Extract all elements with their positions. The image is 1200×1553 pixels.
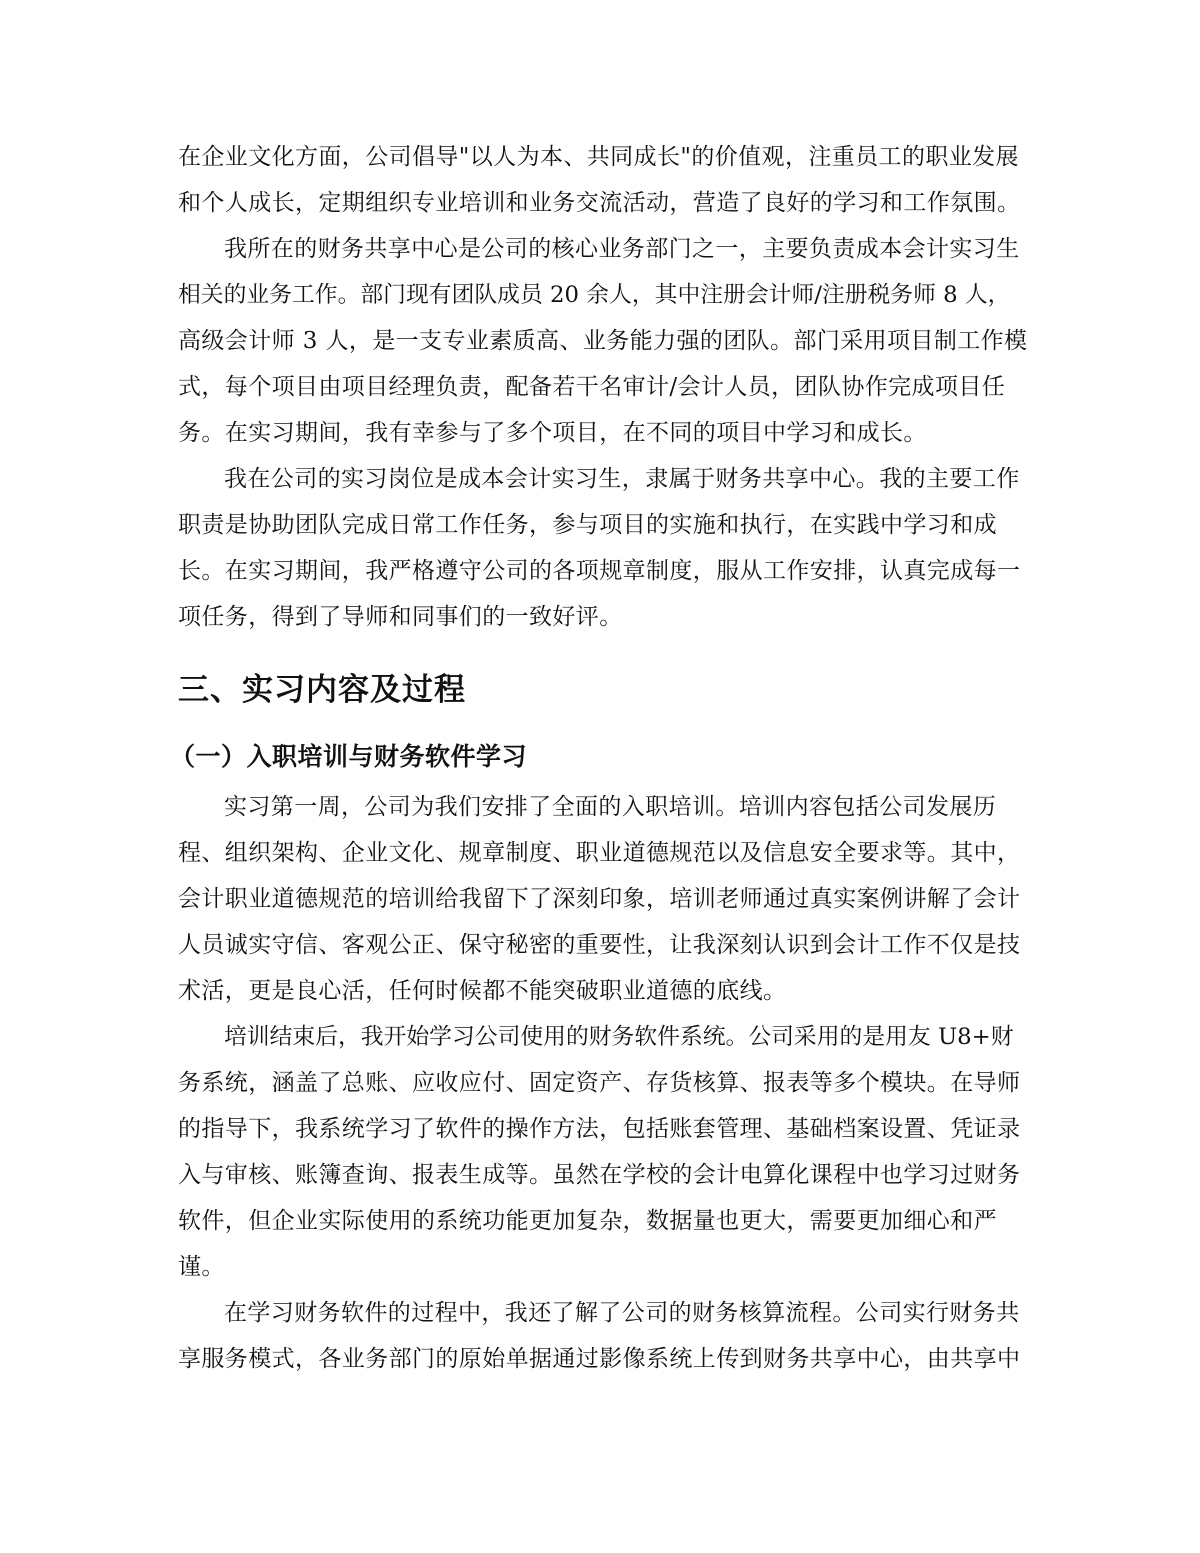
paragraph-line: 我所在的财务共享中心是公司的核心业务部门之一，主要负责成本会计实习生 <box>224 236 1020 262</box>
paragraph-line: 入与审核、账簿查询、报表生成等。虽然在学校的会计电算化课程中也学习过财务 <box>178 1162 1021 1188</box>
paragraph-line: 我在公司的实习岗位是成本会计实习生，隶属于财务共享中心。我的主要工作 <box>224 466 1020 492</box>
paragraph-line: 享服务模式，各业务部门的原始单据通过影像系统上传到财务共享中心，由共享中 <box>178 1346 1021 1372</box>
paragraph-line: 软件，但企业实际使用的系统功能更加复杂，数据量也更大，需要更加细心和严 <box>178 1208 997 1234</box>
paragraph-line: 高级会计师 3 人，是一支专业素质高、业务能力强的团队。部门采用项目制工作模 <box>178 328 1028 354</box>
paragraph-line: 长。在实习期间，我严格遵守公司的各项规章制度，服从工作安排，认真完成每一 <box>178 558 1021 584</box>
subsection-heading: （一）入职培训与财务软件学习 <box>170 742 528 771</box>
paragraph-line: 会计职业道德规范的培训给我留下了深刻印象，培训老师通过真实案例讲解了会计 <box>178 886 1021 912</box>
paragraph-line: 式，每个项目由项目经理负责，配备若干名审计/会计人员，团队协作完成项目任 <box>178 374 1006 400</box>
paragraph-line: 人员诚实守信、客观公正、保守秘密的重要性，让我深刻认识到会计工作不仅是技 <box>178 932 1021 958</box>
paragraph-line: 和个人成长，定期组织专业培训和业务交流活动，营造了良好的学习和工作氛围。 <box>178 190 1021 216</box>
paragraph-line: 项任务，得到了导师和同事们的一致好评。 <box>178 604 623 630</box>
paragraph-line: 谨。 <box>178 1254 225 1280</box>
paragraph-line: 术活，更是良心活，任何时候都不能突破职业道德的底线。 <box>178 978 787 1004</box>
paragraph-line: 实习第一周，公司为我们安排了全面的入职培训。培训内容包括公司发展历 <box>224 794 997 820</box>
paragraph-line: 的指导下，我系统学习了软件的操作方法，包括账套管理、基础档案设置、凭证录 <box>178 1116 1021 1142</box>
paragraph-line: 程、组织架构、企业文化、规章制度、职业道德规范以及信息安全要求等。其中， <box>178 840 1021 866</box>
section-heading: 三、实习内容及过程 <box>178 672 466 708</box>
paragraph-line: 培训结束后，我开始学习公司使用的财务软件系统。公司采用的是用友 U8+财 <box>224 1024 1014 1050</box>
paragraph-line: 相关的业务工作。部门现有团队成员 20 余人，其中注册会计师/注册税务师 8 人， <box>178 282 1011 308</box>
paragraph-line: 务。在实习期间，我有幸参与了多个项目，在不同的项目中学习和成长。 <box>178 420 927 446</box>
paragraph-line: 在企业文化方面，公司倡导"以人为本、共同成长"的价值观，注重员工的职业发展 <box>178 144 1019 170</box>
paragraph-line: 职责是协助团队完成日常工作任务，参与项目的实施和执行，在实践中学习和成 <box>178 512 997 538</box>
paragraph-line: 在学习财务软件的过程中，我还了解了公司的财务核算流程。公司实行财务共 <box>224 1300 1020 1326</box>
paragraph-line: 务系统，涵盖了总账、应收应付、固定资产、存货核算、报表等多个模块。在导师 <box>178 1070 1021 1096</box>
